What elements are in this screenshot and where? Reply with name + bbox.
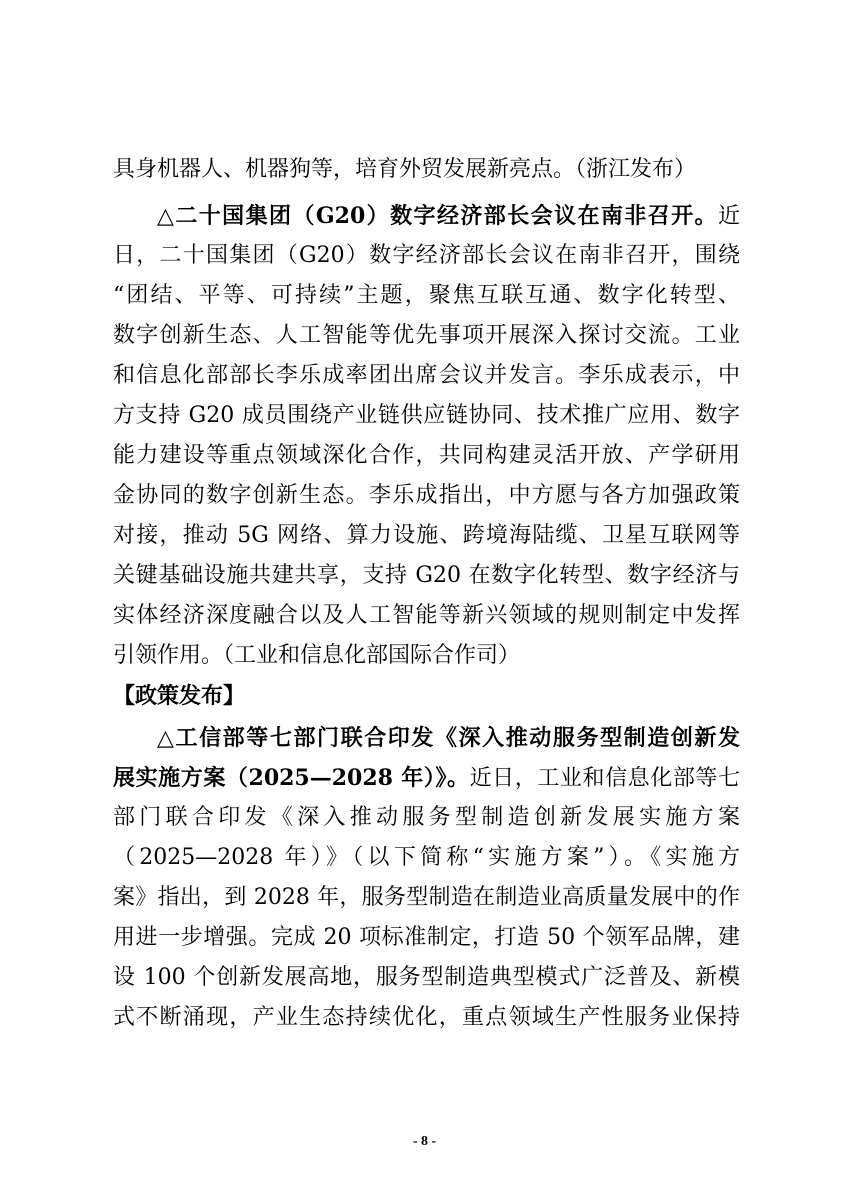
policy-line: 案》指出，到 2028 年，服务型制造在制造业高质量发展中的作	[113, 885, 740, 910]
policy-title-line-2-rest: 近日，工业和信息化部等七	[469, 766, 740, 791]
g20-line: 数字创新生态、人工智能等优先事项开展深入探讨交流。工业	[113, 323, 740, 348]
g20-news-title: △二十国集团（G20）数字经济部长会议在南非召开。	[157, 203, 718, 229]
g20-first-line-rest: 近	[717, 204, 740, 229]
g20-line: 关键基础设施共建共享，支持 G20 在数字化转型、数字经济与	[113, 563, 740, 588]
g20-line: 金协同的数字创新生态。李乐成指出，中方愿与各方加强政策	[113, 483, 740, 508]
policy-line: 部门联合印发《深入推动服务型制造创新发展实施方案	[113, 805, 740, 830]
g20-line: 日，二十国集团（G20）数字经济部长会议在南非召开，围绕	[113, 243, 740, 268]
policy-line: 用进一步增强。完成 20 项标准制定，打造 50 个领军品牌，建	[113, 925, 740, 950]
paragraph-tail: 具身机器人、机器狗等，培育外贸发展新亮点。（浙江发布）	[113, 157, 697, 182]
policy-line: 式不断涌现，产业生态持续优化，重点领域生产性服务业保持	[113, 1005, 740, 1030]
g20-line: 和信息化部部长李乐成率团出席会议并发言。李乐成表示，中	[113, 363, 740, 388]
g20-line: 方支持 G20 成员围绕产业链供应链协同、技术推广应用、数字	[113, 403, 740, 428]
g20-line: “团结、平等、可持续”主题，聚焦互联互通、数字化转型、	[113, 283, 740, 308]
policy-title-line-1: △工信部等七部门联合印发《深入推动服务型制造创新发	[157, 725, 740, 751]
section-heading: 【政策发布】	[113, 683, 246, 709]
page-number: - 8 -	[412, 1134, 437, 1149]
policy-title-end: 展实施方案（2025—2028 年）》。	[113, 765, 470, 791]
policy-line: （2025—2028 年）》（以下简称“实施方案”）。《实施方	[113, 845, 740, 870]
policy-title-line-2	[113, 762, 740, 794]
g20-line: 实体经济深度融合以及人工智能等新兴领域的规则制定中发挥	[113, 603, 740, 628]
g20-line: 对接，推动 5G 网络、算力设施、跨境海陆缆、卫星互联网等	[113, 523, 740, 548]
g20-line: 能力建设等重点领域深化合作，共同构建灵活开放、产学研用	[113, 443, 740, 468]
g20-title-line	[157, 200, 740, 232]
g20-last-line: 引领作用。（工业和信息化部国际合作司）	[113, 643, 521, 668]
policy-line: 设 100 个创新发展高地，服务型制造典型模式广泛普及、新模	[113, 965, 740, 990]
